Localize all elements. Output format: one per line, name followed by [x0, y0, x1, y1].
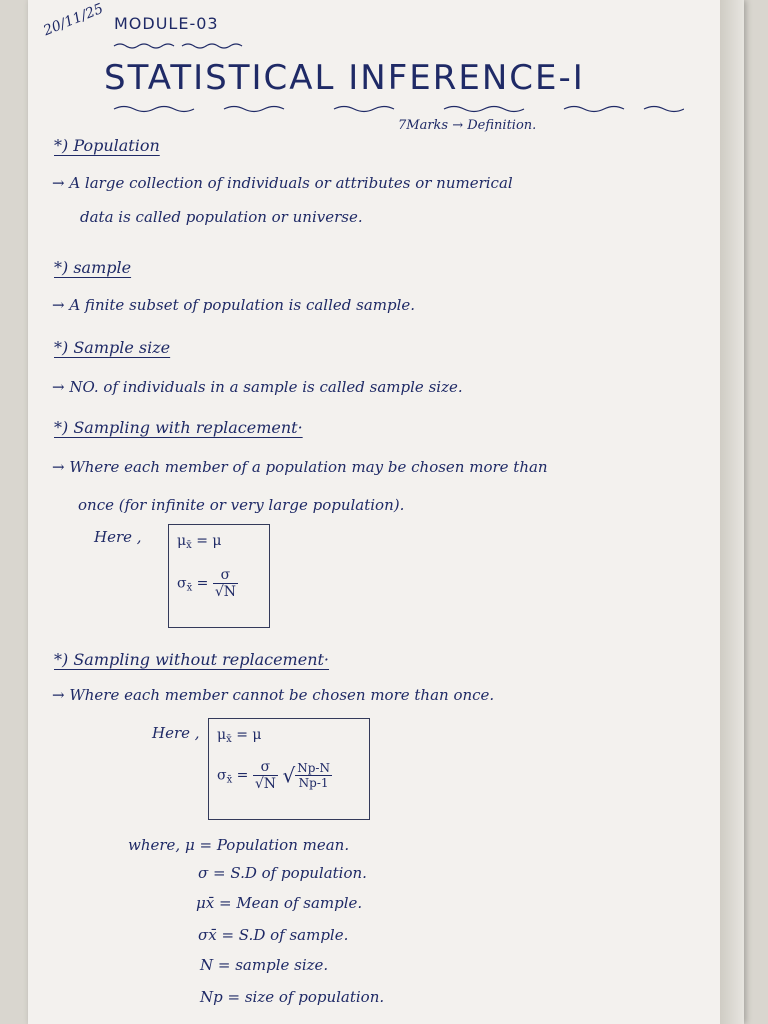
date-note: 20/11/25: [41, 0, 106, 40]
formula1-box: [168, 524, 270, 628]
frac-den: Np-1: [298, 776, 329, 790]
mu-symbol: μ: [217, 727, 227, 743]
frac-num: Np-N: [297, 761, 330, 775]
definition-n: N = sample size.: [200, 956, 329, 974]
sample-line-1: → A finite subset of population is called sample.: [52, 296, 416, 314]
frac-den: √N: [254, 776, 277, 792]
correction-factor: [295, 761, 332, 790]
without-replacement-line-1: → Where each member cannot be chosen more than once.: [52, 686, 495, 704]
frac-den: √N: [214, 584, 237, 600]
heading-sample: *) sample: [54, 258, 132, 277]
population-line-1: → A large collection of individuals or attributes or numerical: [52, 174, 513, 192]
with-replacement-line-1: → Where each member of a population may be chosen more than: [52, 458, 548, 476]
mu-symbol: μ: [177, 533, 187, 549]
formula1-here: Here ,: [94, 528, 142, 546]
sqrt-sign: √: [282, 763, 296, 788]
sigma-over-root-n: [253, 759, 278, 792]
definition-mean-sample: μx̄ = Mean of sample.: [196, 894, 363, 912]
xbar-sub: x̄: [226, 734, 232, 745]
with-replacement-line-2: once (for infinite or very large population).: [78, 496, 405, 514]
heading-without-replacement: *) Sampling without replacement·: [54, 650, 330, 669]
formula1-mean-eq: [177, 533, 221, 551]
marks-note: 7Marks → Definition.: [398, 118, 537, 133]
page-edge: [720, 0, 744, 1024]
module-label: MODULE-03: [114, 14, 219, 33]
module-underline: [112, 42, 262, 50]
sigma-over-root-n: [213, 567, 238, 600]
notebook-page: [28, 0, 744, 1024]
formula2-mean-eq: [217, 727, 261, 745]
sigma-symbol: σ: [177, 575, 187, 592]
formula2-here: Here ,: [152, 724, 200, 742]
xbar-sub: x̄: [186, 540, 192, 551]
mu-rhs: = μ: [196, 533, 222, 549]
definition-mu: where, μ = Population mean.: [128, 836, 350, 854]
title-underline: [104, 104, 684, 114]
heading-sample-size: *) Sample size: [54, 338, 171, 357]
xbar-sub: x̄: [226, 774, 233, 786]
sample-size-line-1: → NO. of individuals in a sample is called sample size.: [52, 378, 463, 396]
formula2-sd-eq: [217, 759, 332, 792]
formula2-box: [208, 718, 370, 820]
population-line-2: data is called population or universe.: [80, 208, 363, 226]
heading-population: *) Population: [54, 136, 160, 155]
mu-rhs: = μ: [236, 727, 262, 743]
definition-np: Np = size of population.: [200, 988, 385, 1006]
definition-sd-sample: σx̄ = S.D of sample.: [198, 926, 349, 944]
sigma-symbol: σ: [217, 767, 227, 784]
heading-with-replacement: *) Sampling with replacement·: [54, 418, 303, 437]
xbar-sub: x̄: [186, 582, 193, 594]
page-title: STATISTICAL INFERENCE-I: [104, 58, 585, 98]
frac-num: σ: [213, 567, 238, 584]
frac-num: σ: [253, 759, 278, 776]
formula1-sd-eq: [177, 567, 238, 600]
definition-sigma: σ = S.D of population.: [198, 864, 367, 882]
equals-sign: =: [236, 767, 249, 784]
equals-sign: =: [196, 575, 209, 592]
